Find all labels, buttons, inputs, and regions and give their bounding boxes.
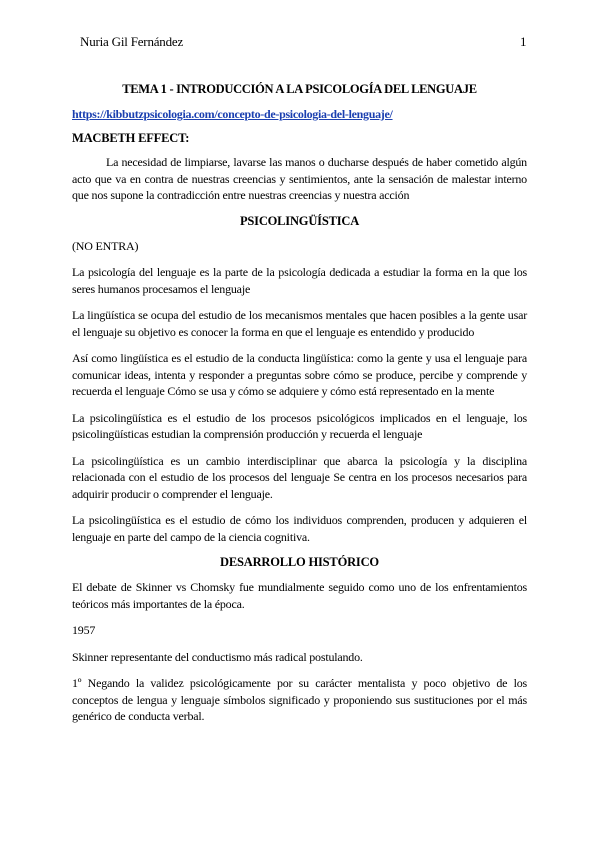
history-paragraph: El debate de Skinner vs Chomsky fue mundialmente seguido como uno de los enfrentamientos teóricos más importantes de la época. xyxy=(72,580,527,611)
psicolinguistica-heading: PSICOLINGÜÍSTICA xyxy=(239,213,360,228)
paragraph: Así como lingüística es el estudio de la conducta lingüística: como la gente y usa el lenguaje para comunicar ideas, intenta y responder a preguntas sobre cómo se produce, percibe y comprende y recuerda el lenguaje Cómo se usa y cómo se adquiere y cómo está representado en la mente xyxy=(72,351,527,398)
header-author: Nuria Gil Fernández xyxy=(80,34,184,49)
history-year: 1957 xyxy=(72,623,96,637)
macbeth-heading: MACBETH EFFECT: xyxy=(72,131,190,145)
paragraph: La psicología del lenguaje es la parte de la psicología dedicada a estudiar la forma en la que los seres humanos procesamos el lenguaje xyxy=(72,265,527,296)
history-paragraph: Skinner representante del conductismo más radical postulando. xyxy=(72,649,363,664)
paragraph: La psicolingüística es un cambio interdisciplinar que abarca la psicología y la disciplina relacionada con el estudio de los procesos del lenguaje Se centra en los procesos necesarios para adquirir producir o comprender el lenguaje. xyxy=(72,453,527,501)
paragraph: La psicolingüística es el estudio de los procesos psicológicos implicados en el lenguaje, los psicolingüísticas estudian la comprensión producción y recuerda el lenguaje xyxy=(72,410,527,441)
paragraph: La psicolingüística es el estudio de cómo los individuos comprenden, producen y adquieren el lenguaje en parte del campo de la ciencia cognitiva. xyxy=(72,513,527,544)
macbeth-paragraph: La necesidad de limpiarse, lavarse las manos o ducharse después de haber cometido algún acto que va en contra de nuestras creencias y sentimientos, ante la sensación de malestar interno que nos supone la contradicción entre nuestras creencias y nuestra acción xyxy=(72,155,527,202)
history-heading: DESARROLLO HISTÓRICO xyxy=(220,555,379,569)
paragraph: La lingüística se ocupa del estudio de los mecanismos mentales que hacen posibles a la gente usar el lenguaje su objetivo es conocer la forma en que el lenguaje es entendido y producido xyxy=(72,308,527,339)
no-entra-note: (NO ENTRA) xyxy=(72,238,139,253)
source-link[interactable]: https://kibbutzpsicologia.com/concepto-de-psicologia-del-lenguaje/ xyxy=(72,107,393,121)
header-page-number: 1 xyxy=(520,34,527,49)
document-body xyxy=(72,82,527,735)
history-paragraph: 1º Negando la validez psicológicamente por su carácter mentalista y poco objetivo de los conceptos de lengua y lenguaje símbolos significado y proponiendo sus sustituciones por el más genérico de conducta verbal. xyxy=(72,676,527,723)
document-title: TEMA 1 - INTRODUCCIÓN A LA PSICOLOGÍA DEL LENGUAJE xyxy=(122,82,477,96)
